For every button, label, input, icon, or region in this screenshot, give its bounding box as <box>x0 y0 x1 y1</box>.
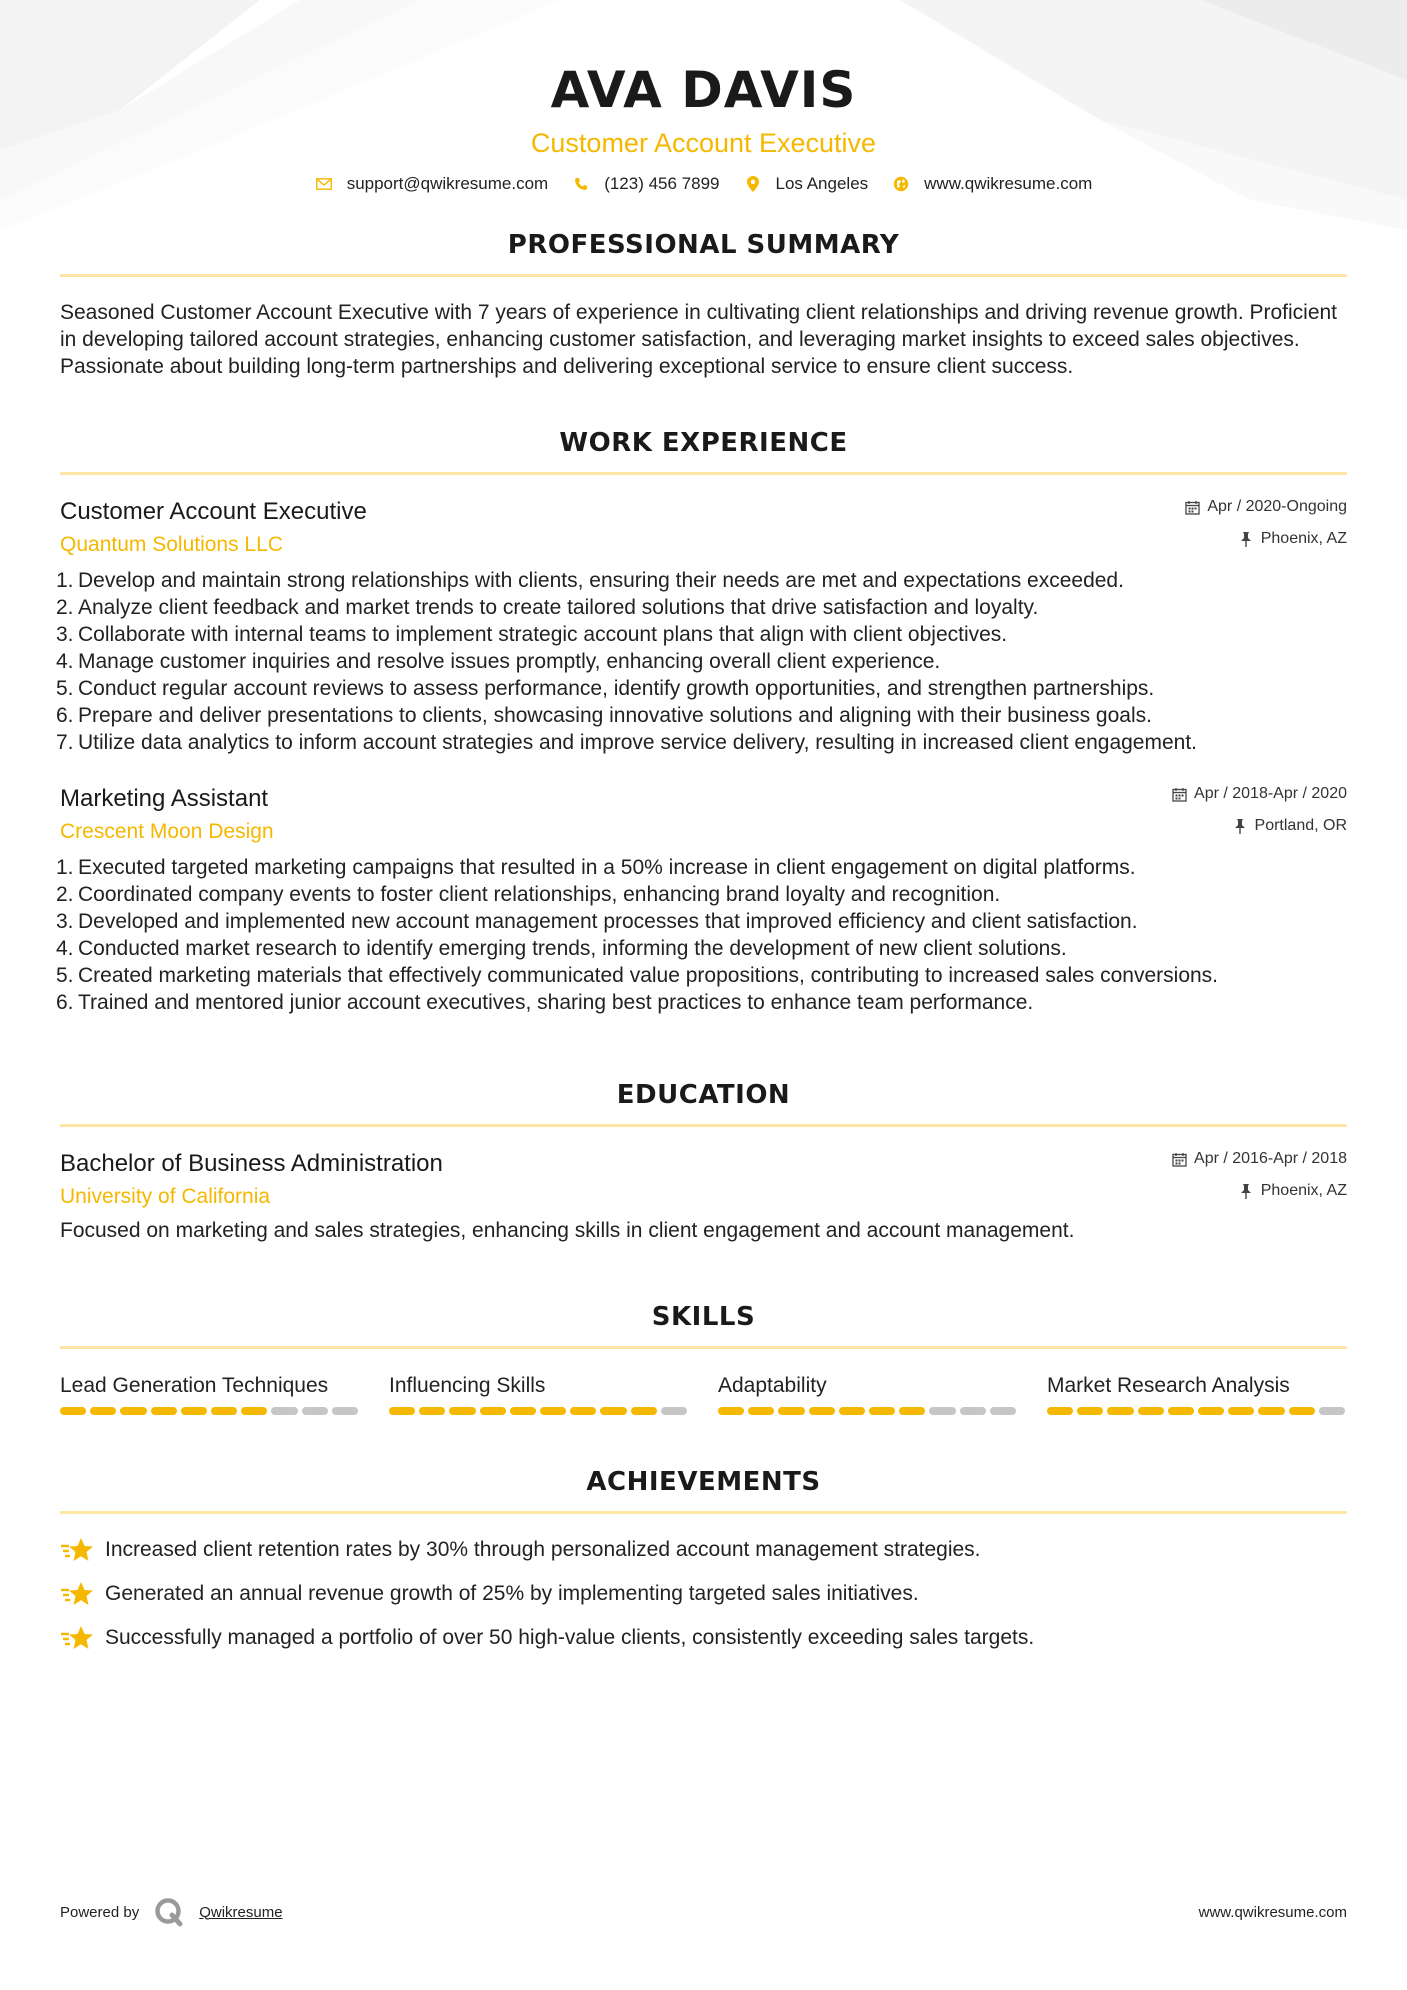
skill-rating-bar <box>1047 1407 1347 1415</box>
skill-item <box>718 1373 1018 1415</box>
skill-name: Adaptability <box>718 1374 827 1397</box>
job-meta <box>1183 497 1347 549</box>
job-entry <box>56 784 1347 1016</box>
skill-rating-bar <box>389 1407 689 1415</box>
pushpin-icon <box>1231 817 1249 835</box>
section-heading: WORK EXPERIENCE <box>559 428 848 458</box>
list-item: 3. Developed and implemented new account management processes that improved efficiency and client satisfaction. <box>56 910 1138 933</box>
contact-bar <box>60 174 1347 194</box>
job-dates: Apr / 2018-Apr / 2020 <box>1194 785 1347 802</box>
resume-header <box>60 0 1347 194</box>
list-item: 2. Coordinated company events to foster client relationships, enhancing brand loyalty and recognition. <box>56 883 1001 906</box>
rating-segment-filled <box>241 1407 267 1415</box>
rating-segment-filled <box>718 1407 744 1415</box>
job-dates: Apr / 2020-Ongoing <box>1207 498 1347 515</box>
section-divider <box>60 1124 1347 1127</box>
job-location: Phoenix, AZ <box>1260 530 1347 547</box>
rating-segment-filled <box>181 1407 207 1415</box>
list-item: 3. Collaborate with internal teams to implement strategic account plans that align with client objectives. <box>56 623 1008 646</box>
skill-name: Lead Generation Techniques <box>60 1374 329 1397</box>
section-heading: ACHIEVEMENTS <box>586 1467 821 1497</box>
rating-segment-filled <box>839 1407 865 1415</box>
rating-segment-filled <box>1138 1407 1164 1415</box>
powered-by-label: Powered by <box>60 1903 140 1921</box>
phone-icon <box>572 175 590 193</box>
list-item: 2. Analyze client feedback and market trends to create tailored solutions that drive satisfaction and loyalty. <box>56 596 1039 619</box>
rating-segment-filled <box>1228 1407 1254 1415</box>
achievement-text: Increased client retention rates by 30% through personalized account management strategies. <box>105 1538 981 1561</box>
star-icon <box>60 1624 94 1652</box>
achievements-section <box>60 1467 1347 1652</box>
skill-item <box>60 1373 360 1415</box>
rating-segment-filled <box>809 1407 835 1415</box>
education-dates: Apr / 2016-Apr / 2018 <box>1194 1150 1347 1167</box>
rating-segment-filled <box>1077 1407 1103 1415</box>
contact-website[interactable] <box>892 174 1092 194</box>
section-heading: EDUCATION <box>616 1080 791 1110</box>
list-item: 4. Conducted market research to identify emerging trends, informing the development of new client solutions. <box>56 937 1067 960</box>
education-entry <box>60 1149 1347 1244</box>
job-title: Marketing Assistant <box>60 785 269 812</box>
section-heading: SKILLS <box>651 1302 756 1332</box>
map-pin-icon <box>744 175 762 193</box>
education-section <box>60 1080 1347 1244</box>
rating-segment-filled <box>389 1407 415 1415</box>
experience-section <box>56 428 1347 1016</box>
achievement-item <box>60 1624 1347 1652</box>
rating-segment-filled <box>60 1407 86 1415</box>
education-location: Phoenix, AZ <box>1260 1182 1347 1199</box>
powered-by <box>60 1896 283 1928</box>
list-item: 7. Utilize data analytics to inform account strategies and improve service delivery, resulting in increased client engagement. <box>56 731 1197 754</box>
rating-segment-filled <box>1168 1407 1194 1415</box>
rating-segment-filled <box>1289 1407 1315 1415</box>
rating-segment-empty <box>1319 1407 1345 1415</box>
section-divider <box>60 274 1347 277</box>
achievement-text: Successfully managed a portfolio of over 50 high-value clients, consistently exceeding sales targets. <box>105 1626 1035 1649</box>
achievement-item <box>60 1580 1347 1608</box>
section-divider <box>60 472 1347 475</box>
summary-text: Seasoned Customer Account Executive with 7 years of experience in cultivating client relationships and driving revenue growth. Proficient in developing tailored account strategies, enhancing customer satisfaction, and leveraging market insights to exceed sales objectives. Passionate about building long-term partnerships and delivering exceptional service to ensure client success. <box>60 301 1338 378</box>
skill-rating-bar <box>60 1407 360 1415</box>
calendar-icon <box>1170 785 1188 803</box>
globe-icon <box>892 175 910 193</box>
rating-segment-filled <box>631 1407 657 1415</box>
qwikresume-link[interactable]: Qwikresume <box>199 1903 283 1921</box>
rating-segment-filled <box>748 1407 774 1415</box>
degree-title: Bachelor of Business Administration <box>60 1150 443 1177</box>
calendar-icon <box>1183 498 1201 516</box>
education-description: Focused on marketing and sales strategies, enhancing skills in client engagement and account management. <box>60 1219 1075 1242</box>
list-item: 1. Develop and maintain strong relationships with clients, ensuring their needs are met and expectations exceeded. <box>56 569 1124 592</box>
pushpin-icon <box>1237 1182 1255 1200</box>
skills-grid <box>60 1373 1347 1415</box>
list-item: 4. Manage customer inquiries and resolve issues promptly, enhancing overall client experience. <box>56 650 941 673</box>
star-icon <box>60 1580 94 1608</box>
rating-segment-filled <box>120 1407 146 1415</box>
job-bullets <box>56 854 1347 1016</box>
envelope-icon <box>315 175 333 193</box>
list-item: 1. Executed targeted marketing campaigns that resulted in a 50% increase in client engagement on digital platforms. <box>56 856 1136 879</box>
rating-segment-filled <box>869 1407 895 1415</box>
calendar-icon <box>1170 1150 1188 1168</box>
education-meta <box>1170 1149 1347 1201</box>
rating-segment-filled <box>90 1407 116 1415</box>
list-item: 5. Conduct regular account reviews to assess performance, identify growth opportunities, and strengthen partnerships. <box>56 677 1155 700</box>
rating-segment-filled <box>211 1407 237 1415</box>
rating-segment-empty <box>990 1407 1016 1415</box>
qwikresume-logo <box>153 1896 185 1928</box>
rating-segment-filled <box>899 1407 925 1415</box>
candidate-title: Customer Account Executive <box>530 128 877 158</box>
skills-section <box>60 1302 1347 1415</box>
rating-segment-filled <box>1107 1407 1133 1415</box>
achievement-item <box>60 1536 1347 1564</box>
email-text: support@qwikresume.com <box>346 174 549 193</box>
job-meta <box>1170 784 1347 836</box>
achievements-list <box>60 1536 1347 1652</box>
rating-segment-filled <box>151 1407 177 1415</box>
job-location: Portland, OR <box>1254 817 1347 834</box>
company-name: Crescent Moon Design <box>60 820 274 843</box>
summary-section <box>60 230 1347 380</box>
list-item: 6. Prepare and deliver presentations to clients, showcasing innovative solutions and aligning with their business goals. <box>56 704 1152 727</box>
rating-segment-filled <box>1198 1407 1224 1415</box>
contact-phone[interactable] <box>572 174 719 194</box>
rating-segment-filled <box>419 1407 445 1415</box>
section-divider <box>60 1346 1347 1349</box>
rating-segment-filled <box>778 1407 804 1415</box>
website-text: www.qwikresume.com <box>924 174 1093 193</box>
contact-location <box>744 174 869 194</box>
job-entry <box>56 497 1347 756</box>
list-item: 5. Created marketing materials that effectively communicated value propositions, contributing to increased sales conversions. <box>56 964 1219 987</box>
star-icon <box>60 1536 94 1564</box>
school-name: University of California <box>60 1185 271 1208</box>
phone-text: (123) 456 7899 <box>604 174 720 193</box>
rating-segment-filled <box>449 1407 475 1415</box>
candidate-name: AVA DAVIS <box>550 61 857 119</box>
pushpin-icon <box>1237 530 1255 548</box>
company-name: Quantum Solutions LLC <box>60 533 283 556</box>
rating-segment-filled <box>570 1407 596 1415</box>
contact-email[interactable] <box>315 174 549 194</box>
page-footer <box>60 1896 1347 1928</box>
rating-segment-filled <box>1258 1407 1284 1415</box>
section-divider <box>60 1511 1347 1514</box>
rating-segment-filled <box>510 1407 536 1415</box>
skill-name: Market Research Analysis <box>1047 1374 1290 1397</box>
rating-segment-empty <box>271 1407 297 1415</box>
rating-segment-filled <box>1047 1407 1073 1415</box>
rating-segment-filled <box>540 1407 566 1415</box>
skill-rating-bar <box>718 1407 1018 1415</box>
achievement-text: Generated an annual revenue growth of 25% by implementing targeted sales initiatives. <box>105 1582 919 1605</box>
rating-segment-empty <box>661 1407 687 1415</box>
rating-segment-empty <box>929 1407 955 1415</box>
skill-name: Influencing Skills <box>389 1374 546 1397</box>
rating-segment-filled <box>480 1407 506 1415</box>
rating-segment-filled <box>600 1407 626 1415</box>
list-item: 6. Trained and mentored junior account executives, sharing best practices to enhance team performance. <box>56 991 1034 1014</box>
skill-item <box>389 1373 689 1415</box>
footer-website[interactable]: www.qwikresume.com <box>1198 1903 1347 1921</box>
section-heading: PROFESSIONAL SUMMARY <box>507 230 900 260</box>
rating-segment-empty <box>302 1407 328 1415</box>
location-text: Los Angeles <box>775 174 869 193</box>
skill-item <box>1047 1373 1347 1415</box>
job-title: Customer Account Executive <box>60 498 367 525</box>
job-bullets <box>56 567 1347 756</box>
rating-segment-empty <box>332 1407 358 1415</box>
rating-segment-empty <box>960 1407 986 1415</box>
